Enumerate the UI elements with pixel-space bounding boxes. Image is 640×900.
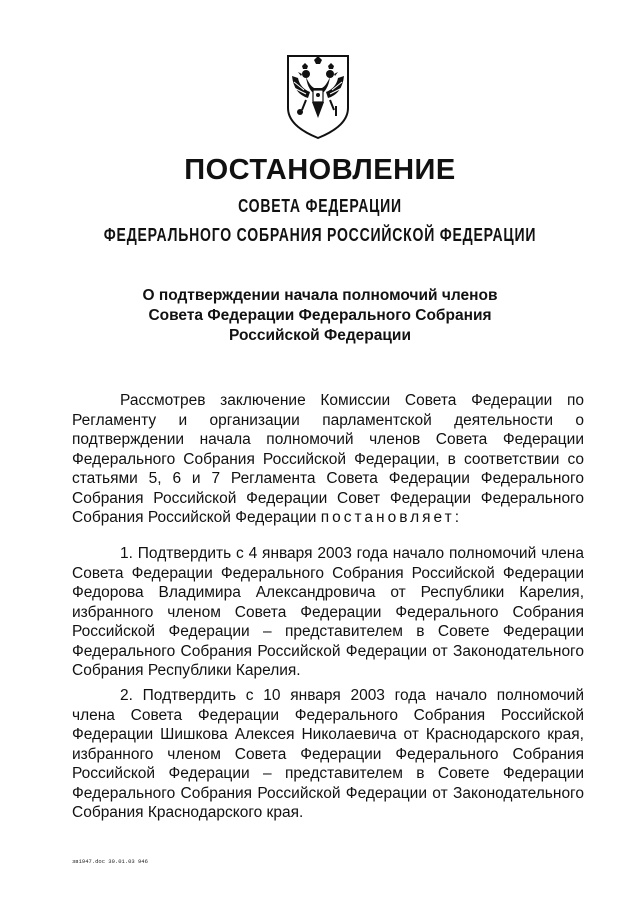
heading-line-1: О подтверждении начала полномочий членов [142,287,498,304]
heading-line-2: Совета Федерации Федерального Собрания [148,307,492,324]
resolution-heading [0,286,640,346]
resolution-item-1-text: 1. Подтвердить с 4 января 2003 года начало полномочий члена Совета Федерации Федерального Собрания Российской Федерации Федорова Владимира Александровича от Республики Карелия, избранного членом Совета Федерации Федерального Собрания Российской Федерации – представителем в Совете Федерации Федерального Собрания Российской Федерации от Законодательного Собрания Республики Карелия. [72,545,584,679]
decision-word: постановляет: [320,509,463,526]
resolution-item-2-text: 2. Подтвердить с 10 января 2003 года начало полномочий члена Совета Федерации Федерального Собрания Российской Федерации Шишкова Алексея Николаевича от Краснодарского края, избранного членом Совета Федерации Федерального Собрания Российской Федерации – представителем в Совете Федерации Федерального Собрания Российской Федерации от Законодательного Собрания Краснодарского края. [72,687,584,821]
resolution-item-2 [72,686,584,823]
preamble-text: Рассмотрев заключение Комиссии Совета Федерации по Регламенту и организации парламентской деятельности о подтверждении начала полномочий членов Совета Федерации Федерального Собрания Российской Федерации, в соответствии со статьями 5, 6 и 7 Регламента Совета Федерации Федерального Собрания Российской Федерации Совет Федерации Федерального Собрания Российской Федерации [72,392,584,526]
russian-coat-of-arms-icon [284,52,352,142]
document-title: ПОСТАНОВЛЕНИЕ [184,154,456,186]
document-file-code: зв1947.doc 30.01.03 946 [72,858,148,865]
heading-line-3: Российской Федерации [229,327,411,344]
resolution-item-1 [72,544,584,681]
preamble-paragraph [72,391,584,528]
issuing-body-line-1: СОВЕТА ФЕДЕРАЦИИ [238,196,402,216]
issuing-body-line-2: ФЕДЕРАЛЬНОГО СОБРАНИЯ РОССИЙСКОЙ ФЕДЕРАЦИИ [103,225,537,245]
